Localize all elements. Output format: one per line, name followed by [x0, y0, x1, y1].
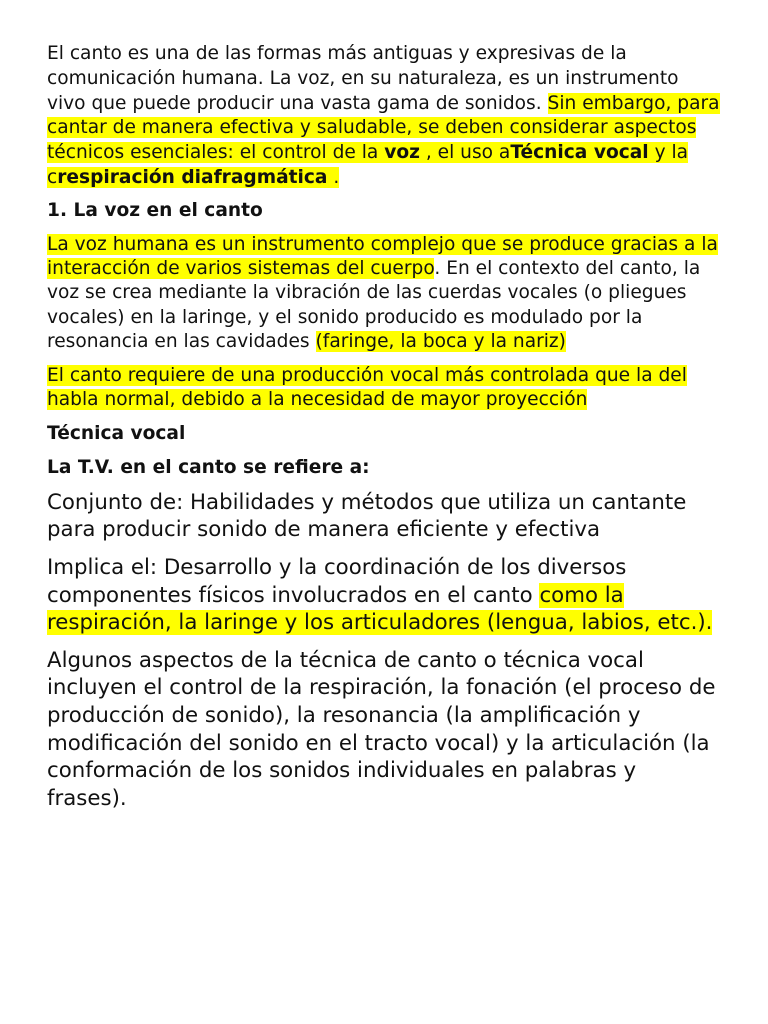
intro-respiracion-bold: respiración diafragmática — [57, 166, 328, 188]
intro-tecnica-bold: Técnica vocal — [510, 142, 649, 164]
implica-plain: Implica el: Desarrollo y la coordinación de los diversos componentes físicos involucrados en el canto — [47, 554, 627, 608]
intro-paragraph — [47, 42, 722, 191]
tecnica-vocal-heading: Técnica vocal — [47, 423, 186, 445]
section-heading-voz: 1. La voz en el canto — [47, 199, 263, 221]
aspectos-paragraph: Algunos aspectos de la técnica de canto o técnica vocal incluyen el control de la respiración, la fonación (el proceso de producción de sonido), la resonancia (la amplificación y modificación del sonido en el tracto vocal) y la articulación (la conformación de los sonidos individuales en palabras y frases). — [47, 647, 716, 811]
conjunto-paragraph: Conjunto de: Habilidades y métodos que utiliza un cantante para producir sonido de manera eficiente y efectiva — [47, 489, 687, 543]
implica-highlight: como la respiración, la laringe y los articuladores (lengua, labios, etc.). — [47, 582, 713, 636]
produccion-paragraph — [47, 364, 722, 414]
voz-paragraph-highlight: La voz humana es un instrumento complejo que se produce gracias a la interacción de varios sistemas del cuerpo — [47, 233, 718, 279]
intro-end-period: . — [333, 166, 340, 188]
tv-subheading: La T.V. en el canto se refiere a: — [47, 457, 370, 478]
implica-paragraph — [47, 554, 722, 637]
voz-paragraph — [47, 233, 722, 355]
intro-plain-text: El canto es una de las formas más antiguas y expresivas de la comunicación humana. La voz, en su naturaleza, es un instrumento vivo que puede producir una vasta gama de sonidos. — [47, 43, 679, 114]
intro-highlight-b: , el uso a — [419, 142, 511, 164]
produccion-paragraph-highlight: El canto requiere de una producción vocal más controlada que la del habla normal, debido a la necesidad de mayor proyección — [47, 364, 687, 411]
intro-highlight-a: Sin embargo, para cantar de manera efectiva y saludable, se deben considerar aspectos técnicos esenciales: el control de la — [47, 92, 720, 164]
intro-voz-bold: voz — [384, 142, 420, 164]
voz-paragraph-highlight-end: (faringe, la boca y la nariz) — [315, 331, 566, 353]
intro-highlight-c: y la c — [47, 142, 689, 188]
voz-paragraph-plain: . En el contexto del canto, la voz se crea mediante la vibración de las cuerdas vocales (o pliegues vocales) en la laringe, y el sonido producido es modulado por la resonancia en las cavidades — [47, 257, 701, 353]
